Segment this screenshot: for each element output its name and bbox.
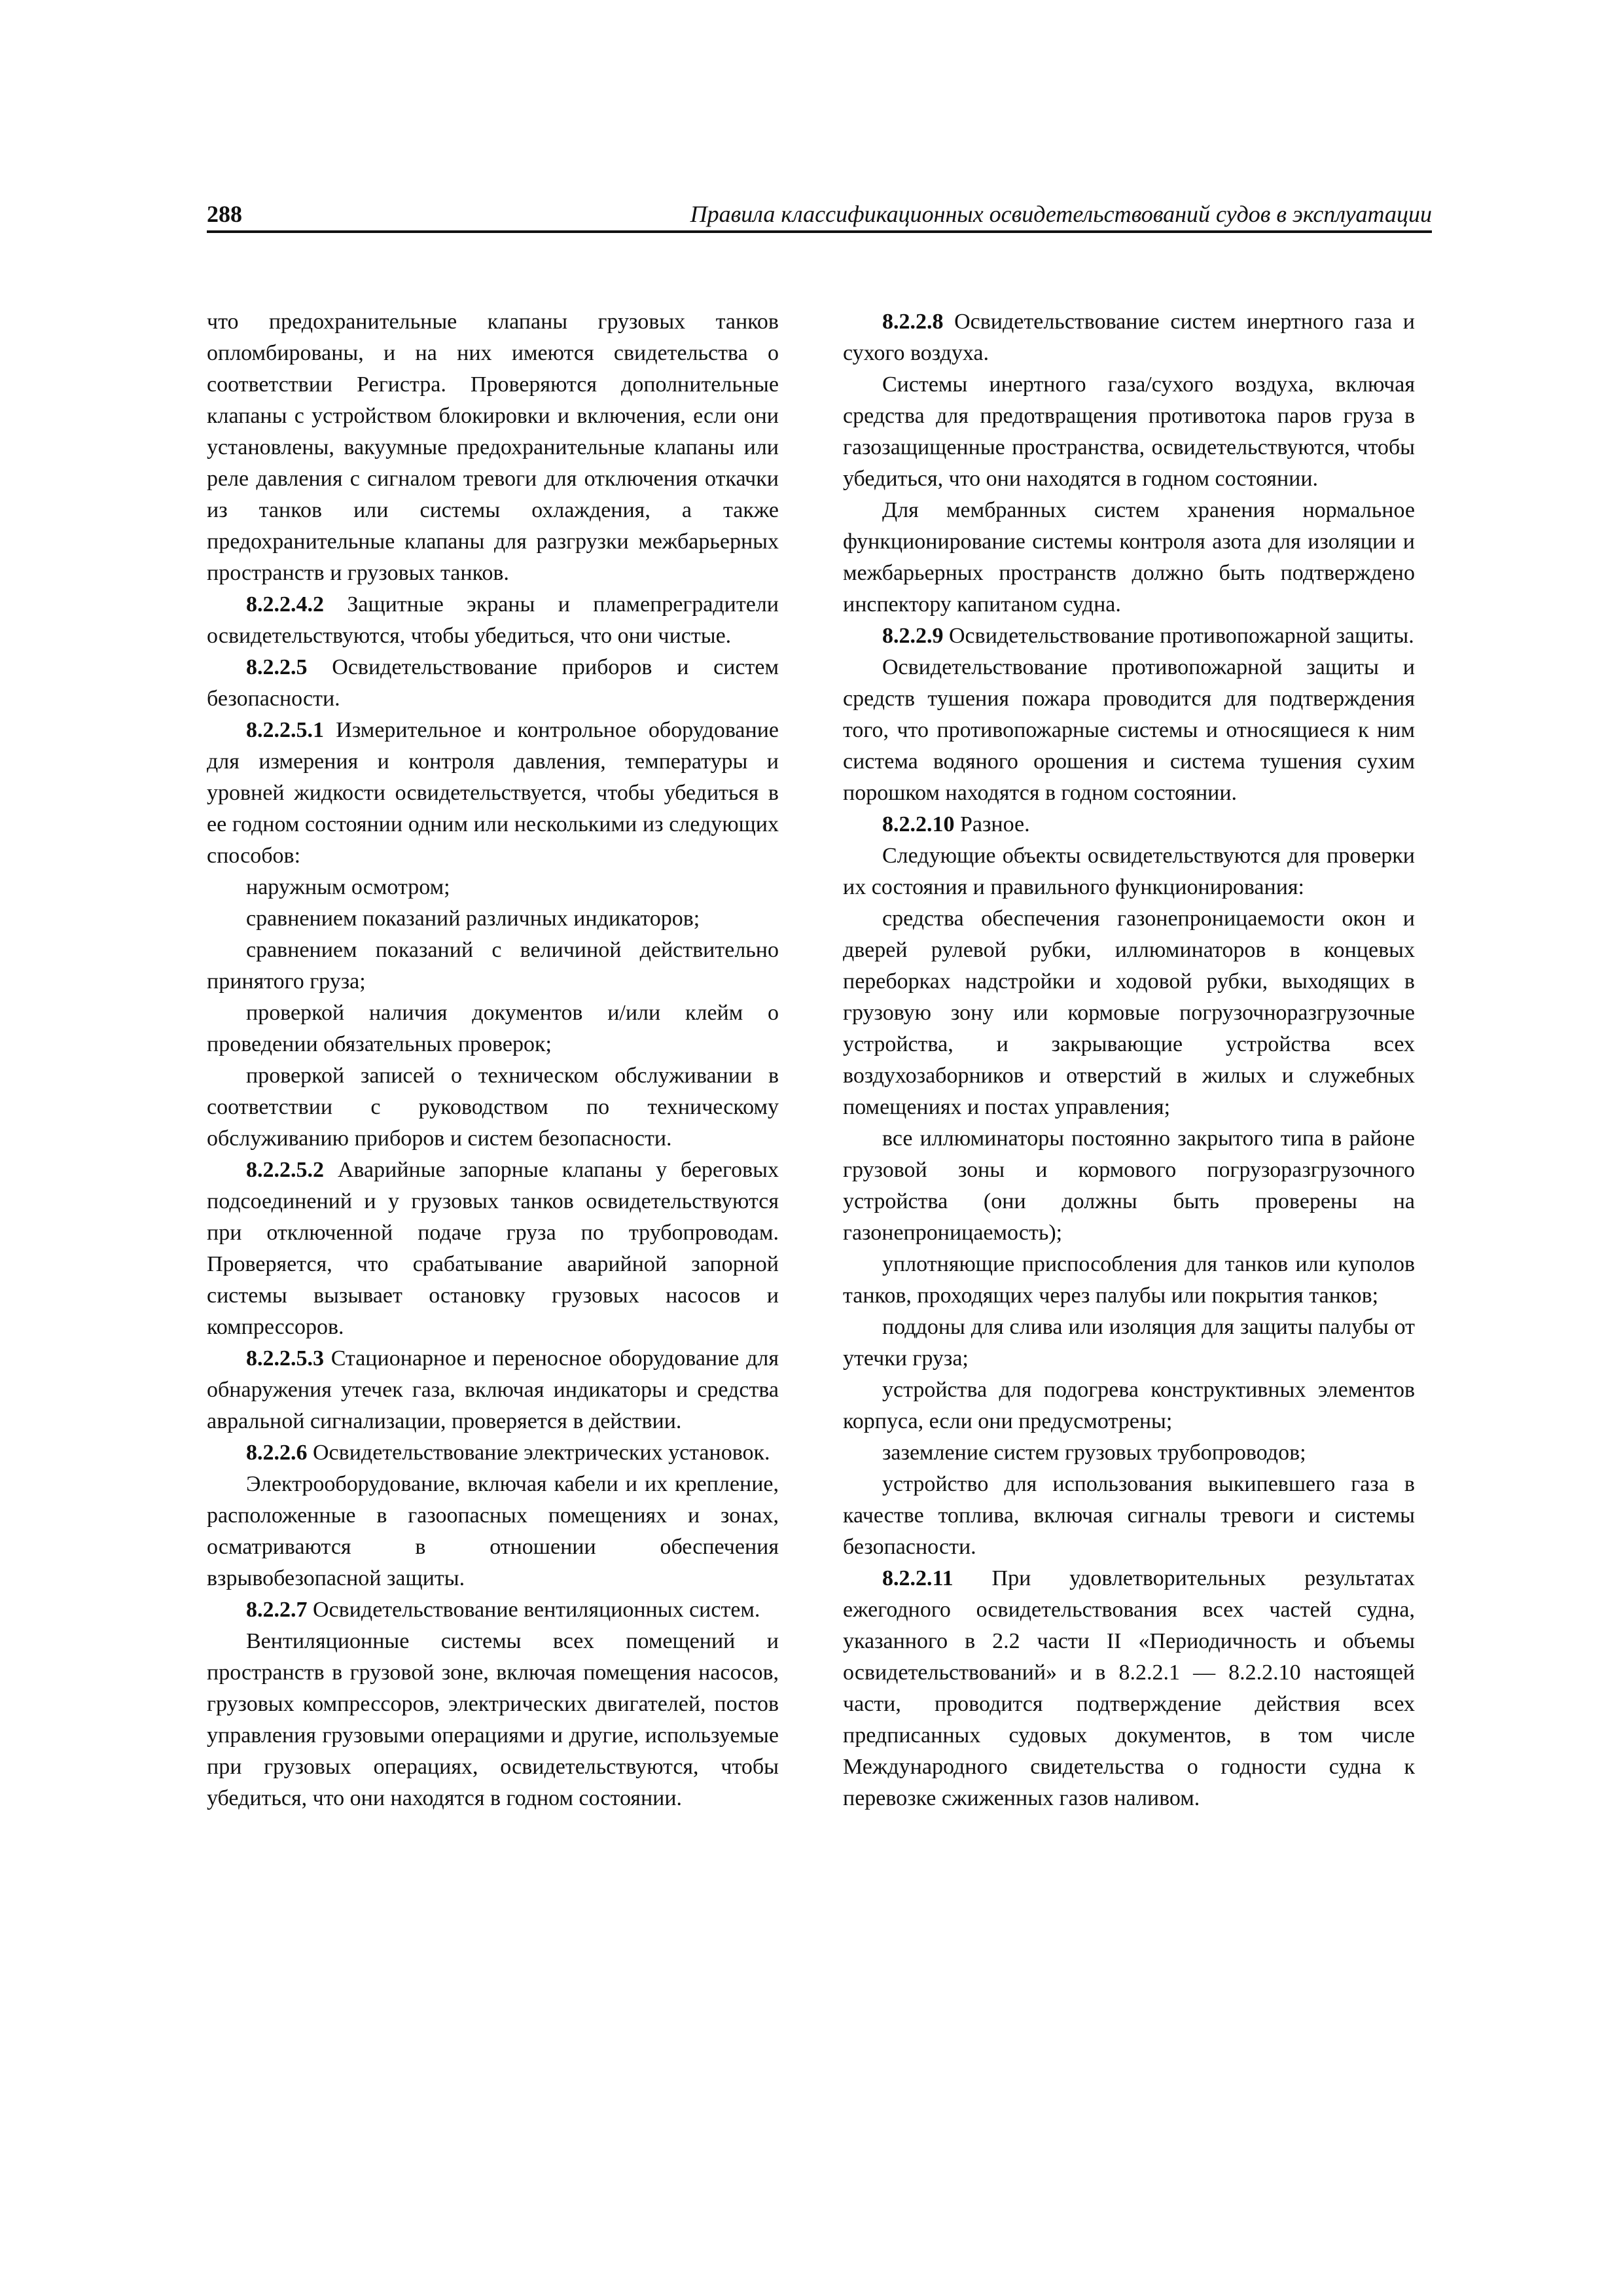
clause-number: 8.2.2.5.2 [246, 1158, 324, 1182]
paragraph: 8.2.2.4.2 Защитные экраны и пламепреградители освидетельствуются, чтобы убедиться, что они чистые. [207, 592, 779, 648]
clause-number: 8.2.2.9 [882, 624, 944, 648]
paragraph: Системы инертного газа/сухого воздуха, включая средства для предотвращения противотока паров груза в газозащищенные пространства, освидетельствуются, чтобы убедиться, что они находятся в годном состоянии. [843, 372, 1415, 491]
list-item: проверкой наличия документов и/или клейм о проведении обязательных проверок; [207, 1001, 779, 1056]
clause-number: 8.2.2.6 [246, 1441, 308, 1465]
list-item: уплотняющие приспособления для танков или куполов танков, проходящих через палубы или покрытия танков; [843, 1252, 1415, 1308]
list-item: устройство для использования выкипевшего газа в качестве топлива, включая сигналы тревоги и системы безопасности. [843, 1472, 1415, 1559]
paragraph: Для мембранных систем хранения нормальное функционирование системы контроля азота для изоляции и межбарьерных пространств должно быть подтверждено инспектору капитаном судна. [843, 498, 1415, 617]
list-item: сравнением показаний различных индикаторов; [246, 906, 700, 931]
list-item: все иллюминаторы постоянно закрытого типа в районе грузовой зоны и кормового погрузоразгрузочного устройства (они должны быть проверены на газонепроницаемость); [843, 1126, 1415, 1245]
page-header [207, 196, 1432, 232]
clause-number: 8.2.2.8 [882, 310, 944, 334]
paragraph: Освидетельствование противопожарной защиты и средств тушения пожара проводится для подтверждения того, что противопожарные системы и относящиеся к ним система водяного орошения и система тушения сухим порошком находятся в годном состоянии. [843, 655, 1415, 805]
clause-number: 8.2.2.10 [882, 812, 955, 836]
clause-number: 8.2.2.5.3 [246, 1346, 324, 1371]
clause-number: 8.2.2.4.2 [246, 592, 324, 617]
paragraph: 8.2.2.5.2 Аварийные запорные клапаны у береговых подсоединений и у грузовых танков освидетельствуются при отключенной подаче груза по трубопроводам. Проверяется, что срабатывание аварийной запорной системы вызывает остановку грузовых насосов и компрессоров. [207, 1158, 779, 1339]
page-number: 288 [207, 201, 242, 227]
paragraph: 8.2.2.5.3 Стационарное и переносное оборудование для обнаружения утечек газа, включая индикаторы и средства авральной сигнализации, проверяется в действии. [207, 1346, 779, 1433]
paragraph: 8.2.2.9 Освидетельствование противопожарной защиты. [882, 624, 1414, 648]
paragraph: 8.2.2.5 Освидетельствование приборов и систем безопасности. [207, 655, 779, 711]
paragraph: 8.2.2.11 При удовлетворительных результатах ежегодного освидетельствования всех частей судна, указанного в 2.2 части II «Периодичность и объемы освидетельствований» и в 8.2.2.1 — 8.2.2.10 настоящей части, проводится подтверждение действия всех предписанных судовых документов, в том числе Международного свидетельства о годности судна к перевозке сжиженных газов наливом. [843, 1566, 1415, 1810]
clause-number: 8.2.2.11 [882, 1566, 954, 1590]
running-title: Правила классификационных освидетельствований судов в эксплуатации [690, 201, 1432, 227]
paragraph: Следующие объекты освидетельствуются для проверки их состояния и правильного функционирования: [843, 844, 1415, 899]
paragraph: 8.2.2.7 Освидетельствование вентиляционных систем. [246, 1598, 760, 1622]
paragraph: 8.2.2.10 Разное. [882, 812, 1030, 836]
list-item: наружным осмотром; [246, 875, 450, 899]
list-item: заземление систем грузовых трубопроводов; [882, 1441, 1306, 1465]
left-column [207, 306, 779, 1814]
paragraph: 8.2.2.8 Освидетельствование систем инертного газа и сухого воздуха. [843, 310, 1415, 365]
list-item: средства обеспечения газонепроницаемости окон и дверей рулевой рубки, иллюминаторов в концевых переборках надстройки и ходовой рубки, выходящих в грузовую зону или кормовые погрузочноразгрузочные устройства, и закрывающие устройства всех воздухозаборников и отверстий в жилых и служебных помещениях и постах управления; [843, 906, 1415, 1119]
clause-number: 8.2.2.7 [246, 1598, 308, 1622]
right-column [843, 306, 1415, 1814]
paragraph: Электрооборудование, включая кабели и их крепление, расположенные в газоопасных помещениях и зонах, осматриваются в отношении обеспечения взрывобезопасной защиты. [207, 1472, 779, 1590]
header-rule [207, 230, 1432, 233]
paragraph: 8.2.2.5.1 Измерительное и контрольное оборудование для измерения и контроля давления, температуры и уровней жидкости освидетельствуется, чтобы убедиться в ее годном состоянии одним или несколькими из следующих способов: [207, 718, 779, 868]
list-item: устройства для подогрева конструктивных элементов корпуса, если они предусмотрены; [843, 1378, 1415, 1433]
paragraph: Вентиляционные системы всех помещений и пространств в грузовой зоне, включая помещения насосов, грузовых компрессоров, электрических двигателей, постов управления грузовыми операциями и другие, используемые при грузовых операциях, освидетельствуются, чтобы убедиться, что они находятся в годном состоянии. [207, 1629, 779, 1810]
paragraph: что предохранительные клапаны грузовых танков опломбированы, и на них имеются свидетельства о соответствии Регистра. Проверяются дополнительные клапаны с устройством блокировки и включения, если они установлены, вакуумные предохранительные клапаны или реле давления с сигналом тревоги для отключения откачки из танков или системы охлаждения, а также предохранительные клапаны для разгрузки межбарьерных пространств и грузовых танков. [207, 310, 779, 585]
paragraph: 8.2.2.6 Освидетельствование электрических установок. [246, 1441, 770, 1465]
list-item: сравнением показаний с величиной действительно принятого груза; [207, 938, 779, 994]
list-item: проверкой записей о техническом обслуживании в соответствии с руководством по техническому обслуживанию приборов и систем безопасности. [207, 1064, 779, 1151]
clause-number: 8.2.2.5 [246, 655, 308, 679]
clause-number: 8.2.2.5.1 [246, 718, 324, 742]
list-item: поддоны для слива или изоляция для защиты палубы от утечки груза; [843, 1315, 1415, 1371]
